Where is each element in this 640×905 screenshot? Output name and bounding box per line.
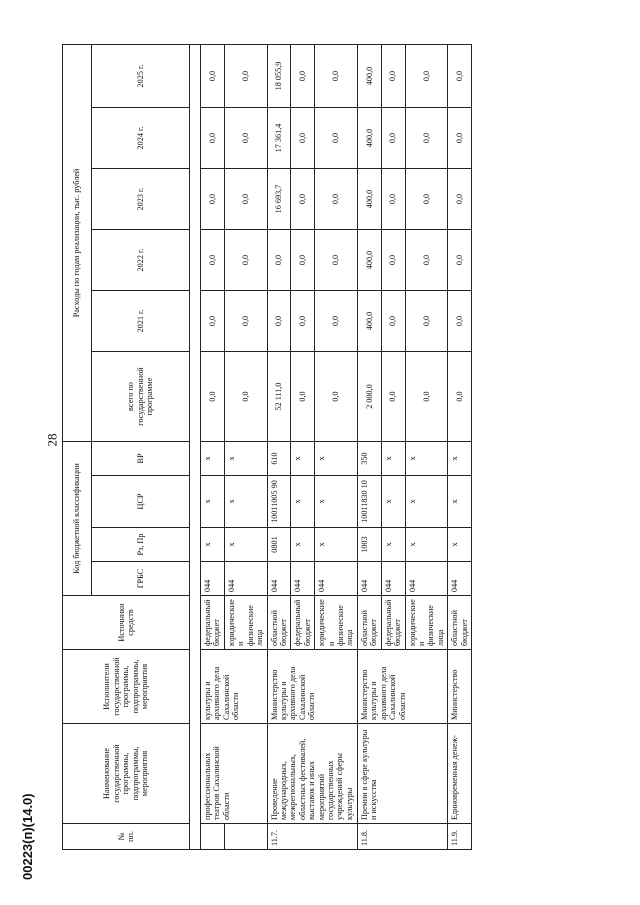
cell-rzpr: х [381, 528, 405, 562]
cell-grbs: 044 [405, 562, 448, 596]
cell-name: Проведение международных, межрегиональных, областных фестивалей, выставок и иных мероприятий государственных учреждений сферы культуры [267, 724, 357, 824]
cell-csr: х [201, 476, 225, 528]
cell-grbs: 044 [315, 562, 358, 596]
cell-2021: 0,0 [201, 291, 225, 352]
cell-rzpr: х [224, 528, 267, 562]
cell-2021: 0,0 [291, 291, 315, 352]
cell-2025: 0,0 [448, 44, 472, 107]
cell-2021: 0,0 [315, 291, 358, 352]
cell-2024: 0,0 [224, 108, 267, 169]
cell-source: юридические и физические лица [224, 596, 267, 650]
cell-total: 2 000,0 [357, 352, 381, 442]
cell-source: юридические и физические лица [405, 596, 448, 650]
cell-total: 0,0 [405, 352, 448, 442]
table-row [201, 44, 225, 849]
cell-source: федеральный бюджет [291, 596, 315, 650]
cell-source: областной бюджет [357, 596, 381, 650]
cell-grbs: 044 [291, 562, 315, 596]
cell-2022: 0,0 [448, 230, 472, 291]
cell-name: Премии в сфере культуры и искусства [357, 724, 447, 824]
cell-2025: 0,0 [315, 44, 358, 107]
budget-table [62, 44, 472, 850]
cell-2024: 400,0 [357, 108, 381, 169]
rotated-table-wrapper [62, 44, 582, 850]
header-2021: 2021 г. [92, 291, 190, 352]
cell-executor: Министерство культуры и архивного дела Сахалинской области [267, 650, 357, 724]
page-number: 28 [44, 433, 60, 447]
cell-source: федеральный бюджет [201, 596, 225, 650]
cell-2021: 0,0 [381, 291, 405, 352]
cell-csr: х [381, 476, 405, 528]
cell-2023: 0,0 [448, 169, 472, 230]
cell-grbs: 044 [357, 562, 381, 596]
cell-2023: 0,0 [291, 169, 315, 230]
header-budget-code: Код бюджетной классификации [63, 442, 92, 596]
cell-2024: 0,0 [291, 108, 315, 169]
cell-2022: 0,0 [201, 230, 225, 291]
cell-2023: 0,0 [405, 169, 448, 230]
cell-2024: 17 361,4 [267, 108, 291, 169]
cell-executor: Министерство культуры и архивного дела Сахалинской области [357, 650, 447, 724]
cell-csr: х [405, 476, 448, 528]
cell-2022: 0,0 [224, 230, 267, 291]
header-2023: 2023 г. [92, 169, 190, 230]
cell-source: юридические и физические лица [315, 596, 358, 650]
cell-executor: Министерство [448, 650, 472, 724]
cell-2022: 0,0 [381, 230, 405, 291]
header-csr: ЦСР [92, 476, 190, 528]
cell-csr: х [291, 476, 315, 528]
cell-2023: 400,0 [357, 169, 381, 230]
cell-2025: 0,0 [224, 44, 267, 107]
cell-vr: 350 [357, 442, 381, 476]
cell-2022: 0,0 [291, 230, 315, 291]
cell-2022: 0,0 [267, 230, 291, 291]
cell-total: 0,0 [448, 352, 472, 442]
header-name: Наименование государственной программы, подпрограммы, мероприятия [63, 724, 190, 824]
cell-2021: 400,0 [357, 291, 381, 352]
cell-no [224, 824, 267, 850]
cell-2025: 0,0 [291, 44, 315, 107]
cell-csr: х [315, 476, 358, 528]
cell-2024: 0,0 [381, 108, 405, 169]
header-2024: 2024 г. [92, 108, 190, 169]
cell-vr: х [405, 442, 448, 476]
header-executor: Исполнители государственной программы, подпрограммы, мероприятия [63, 650, 190, 724]
cell-grbs: 044 [381, 562, 405, 596]
cell-2025: 0,0 [201, 44, 225, 107]
cell-grbs: 044 [224, 562, 267, 596]
cell-vr: х [315, 442, 358, 476]
cell-executor: культуры и архивного дела Сахалинской области [201, 650, 268, 724]
cell-2023: 0,0 [201, 169, 225, 230]
cell-2021: 0,0 [224, 291, 267, 352]
cell-no: 11.7. [267, 824, 357, 850]
cell-2021: 0,0 [267, 291, 291, 352]
cell-total: 0,0 [291, 352, 315, 442]
cell-vr: х [224, 442, 267, 476]
header-2022: 2022 г. [92, 230, 190, 291]
header-2025: 2025 г. [92, 44, 190, 107]
cell-csr: 10011005 90 [267, 476, 291, 528]
header-vr: ВР [92, 442, 190, 476]
cell-2022: 0,0 [405, 230, 448, 291]
cell-csr: х [224, 476, 267, 528]
cell-source: федеральный бюджет [381, 596, 405, 650]
cell-vr: х [381, 442, 405, 476]
cell-total: 0,0 [224, 352, 267, 442]
document-code: 00223(п)(14.0) [20, 793, 35, 880]
cell-rzpr: х [291, 528, 315, 562]
cell-csr: 10011830 10 [357, 476, 381, 528]
cell-total: 0,0 [381, 352, 405, 442]
budget-table-sheet [62, 44, 582, 850]
header-source: Источники средств [63, 596, 190, 650]
cell-rzpr: 0801 [267, 528, 291, 562]
cell-2025: 0,0 [405, 44, 448, 107]
cell-vr: х [448, 442, 472, 476]
header-rzpr: Рз, Пр [92, 528, 190, 562]
cell-rzpr: х [448, 528, 472, 562]
cell-name: профессиональных театров Сахалинской области [201, 724, 268, 824]
cell-2024: 0,0 [405, 108, 448, 169]
header-grbs: ГРБС [92, 562, 190, 596]
cell-2023: 16 693,7 [267, 169, 291, 230]
cell-rzpr: х [201, 528, 225, 562]
cell-2025: 400,0 [357, 44, 381, 107]
header-no: № пп. [63, 824, 190, 850]
header-expenses: Расходы по годам реализации, тыс. рублей [63, 44, 92, 441]
cell-grbs: 044 [267, 562, 291, 596]
cell-no: 11.9. [448, 824, 472, 850]
cell-vr: х [201, 442, 225, 476]
table-row [267, 44, 291, 849]
cell-2021: 0,0 [448, 291, 472, 352]
cell-name: Единовременная денеж- [448, 724, 472, 824]
cell-2022: 0,0 [315, 230, 358, 291]
cell-total: 52 111,0 [267, 352, 291, 442]
cell-2023: 0,0 [224, 169, 267, 230]
cell-rzpr: х [405, 528, 448, 562]
cell-2024: 0,0 [201, 108, 225, 169]
cell-no: 11.8. [357, 824, 447, 850]
table-row [448, 44, 472, 849]
cell-2024: 0,0 [448, 108, 472, 169]
header-total: всего по государственной программе [92, 352, 190, 442]
table-row [357, 44, 381, 849]
cell-vr: 610 [267, 442, 291, 476]
cell-2023: 0,0 [315, 169, 358, 230]
cell-vr: х [291, 442, 315, 476]
cell-grbs: 044 [448, 562, 472, 596]
cell-no [201, 824, 225, 850]
cell-source: областной бюджет [448, 596, 472, 650]
cell-total: 0,0 [201, 352, 225, 442]
cell-2025: 18 055,9 [267, 44, 291, 107]
cell-csr: х [448, 476, 472, 528]
cell-source: областной бюджет [267, 596, 291, 650]
cell-2023: 0,0 [381, 169, 405, 230]
cell-rzpr: 1003 [357, 528, 381, 562]
cell-total: 0,0 [315, 352, 358, 442]
cell-2025: 0,0 [381, 44, 405, 107]
cell-rzpr: х [315, 528, 358, 562]
cell-2022: 400,0 [357, 230, 381, 291]
cell-2024: 0,0 [315, 108, 358, 169]
cell-grbs: 044 [201, 562, 225, 596]
cell-2021: 0,0 [405, 291, 448, 352]
